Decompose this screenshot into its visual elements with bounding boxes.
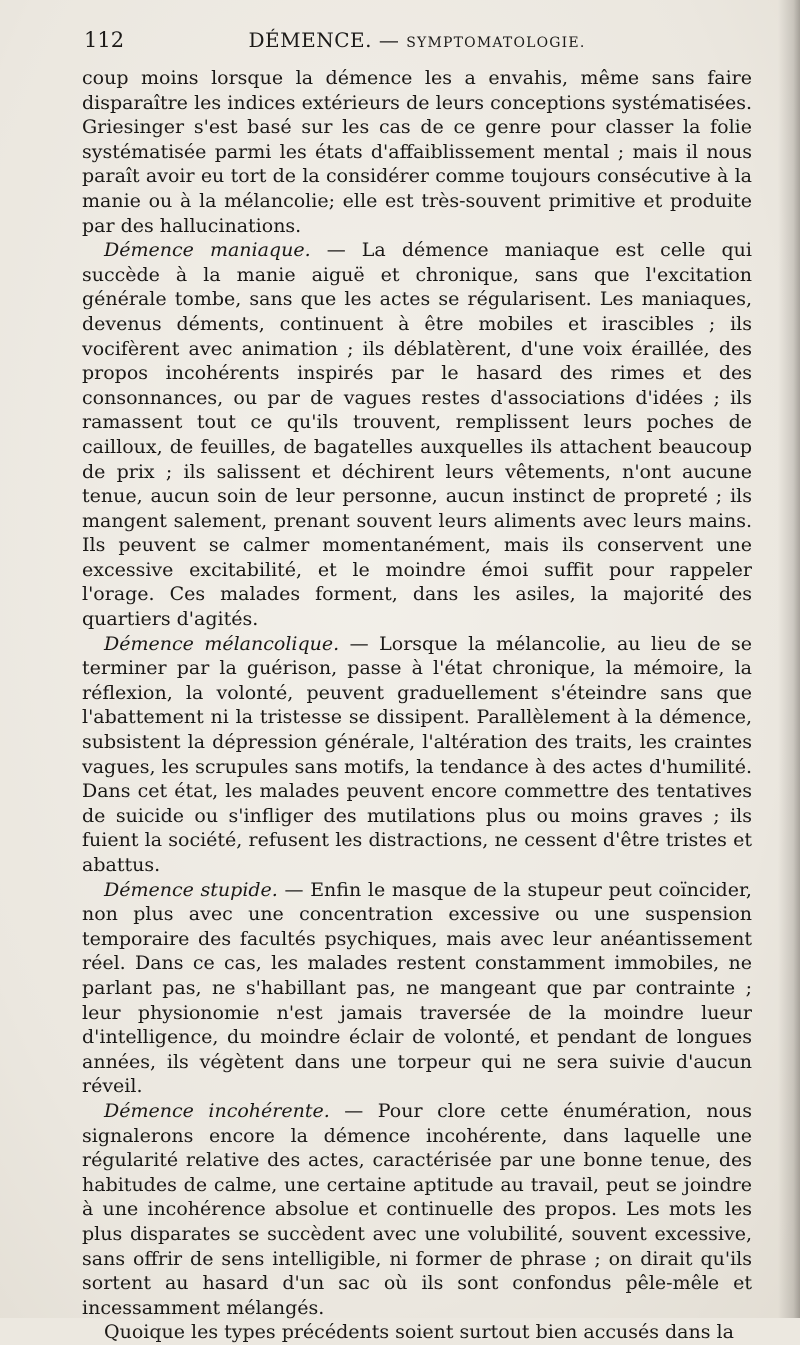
paragraph-text: — Lorsque la mélancolie, au lieu de se terminer par la guérison, passe à l'état chronique, la mémoire, la réflexion, la volonté, peuvent graduellement s'éteindre sans que l'abattement ni la tristesse se dissipent. Parallèlement à la démence, subsistent la dépression générale, l'altération des traits, les craintes vagues, les scrupules sans motifs, la tendance à des actes d'humilité. Dans cet état, les malades peuvent encore commettre des tentatives de suicide ou s'infliger des mutilations plus ou moins graves ; ils fuient la société, refusent les distractions, ne cessent d'être tristes et abattus. [82, 632, 752, 876]
paragraph-demence-maniaque [82, 238, 752, 632]
section-heading: Démence mélancolique. [104, 632, 340, 655]
page-number: 112 [84, 28, 125, 52]
running-head [84, 28, 750, 52]
paragraph-demence-incoherente [82, 1099, 752, 1320]
paragraph-text: Quoique les types précédents soient surtout bien accusés dans la [104, 1321, 734, 1344]
running-head-dash: — [378, 28, 400, 52]
paragraph-demence-stupide [82, 878, 752, 1099]
page-gutter-shadow [778, 0, 800, 1318]
paragraph-text: — La démence maniaque est celle qui succède à la manie aiguë et chronique, sans que l'excitation générale tombe, sans que les actes se régularisent. Les maniaques, devenus déments, continuent à être mobiles et irascibles ; ils vocifèrent avec animation ; ils déblatèrent, d'une voix éraillée, des propos incohérents inspirés par le hasard des rimes et des consonnances, ou par de vagues restes d'associations d'idées ; ils ramassent tout ce qu'ils trouvent, remplissent leurs poches de cailloux, de feuilles, de bagatelles auxquelles ils attachent beaucoup de prix ; ils salissent et déchirent leurs vêtements, n'ont aucune tenue, aucun soin de leur personne, aucun instinct de propreté ; ils mangent salement, prenant souvent leurs aliments avec leurs mains. Ils peuvent se calmer momentanément, mais ils conservent une excessive excitabilité, et le moindre émoi suffit pour rappeler l'orage. Ces malades forment, dans les asiles, la majorité des quartiers d'agités. [82, 239, 752, 631]
paragraph-text: — Enfin le masque de la stupeur peut coïncider, non plus avec une concentration excessive ou une suspension temporaire des facultés psychiques, mais avec leur anéantissement réel. Dans ce cas, les malades restent constamment immobiles, ne parlant pas, ne s'habillant pas, ne mangeant que par contrainte ; leur physionomie n'est jamais traversée de la moindre lueur d'intelligence, du moindre éclair de volonté, et pendant de longues années, ils végètent dans une torpeur qui ne sera suivie d'aucun réveil. [82, 878, 752, 1098]
section-heading: Démence incohérente. [104, 1099, 330, 1122]
paragraph-text: coup moins lorsque la démence les a envahis, même sans faire disparaître les indices extérieurs de leurs conceptions systématisées. Griesinger s'est basé sur les cas de ce genre pour classer la folie systématisée parmi les états d'affaiblissement mental ; mais il nous paraît avoir eu tort de la considérer comme toujours consécutive à la manie ou à la mélancolie; elle est très-souvent primitive et produite par des hallucinations. [82, 67, 752, 237]
section-heading: Démence maniaque. [104, 239, 311, 262]
body-text [82, 66, 752, 1345]
section-heading: Démence stupide. [104, 878, 278, 901]
paragraph-demence-melancolique [82, 632, 752, 878]
running-head-title: DÉMENCE. [248, 28, 372, 52]
paragraph-text: — Pour clore cette énumération, nous signalerons encore la démence incohérente, dans laquelle une régularité relative des actes, caractérisée par une bonne tenue, des habitudes de calme, une certaine aptitude au travail, peut se joindre à une incohérence absolue et continuelle des propos. Les mots les plus disparates se succèdent avec une volubilité, souvent excessive, sans offrir de sens intelligible, ni former de phrase ; on dirait qu'ils sortent au hasard d'un sac où ils sont confondus pêle-mêle et incessamment mélangés. [82, 1099, 753, 1319]
paragraph-continuation [82, 66, 752, 238]
page-header [84, 28, 750, 60]
paragraph-final [82, 1320, 752, 1345]
running-head-subtitle: SYMPTOMATOLOGIE. [406, 35, 586, 51]
